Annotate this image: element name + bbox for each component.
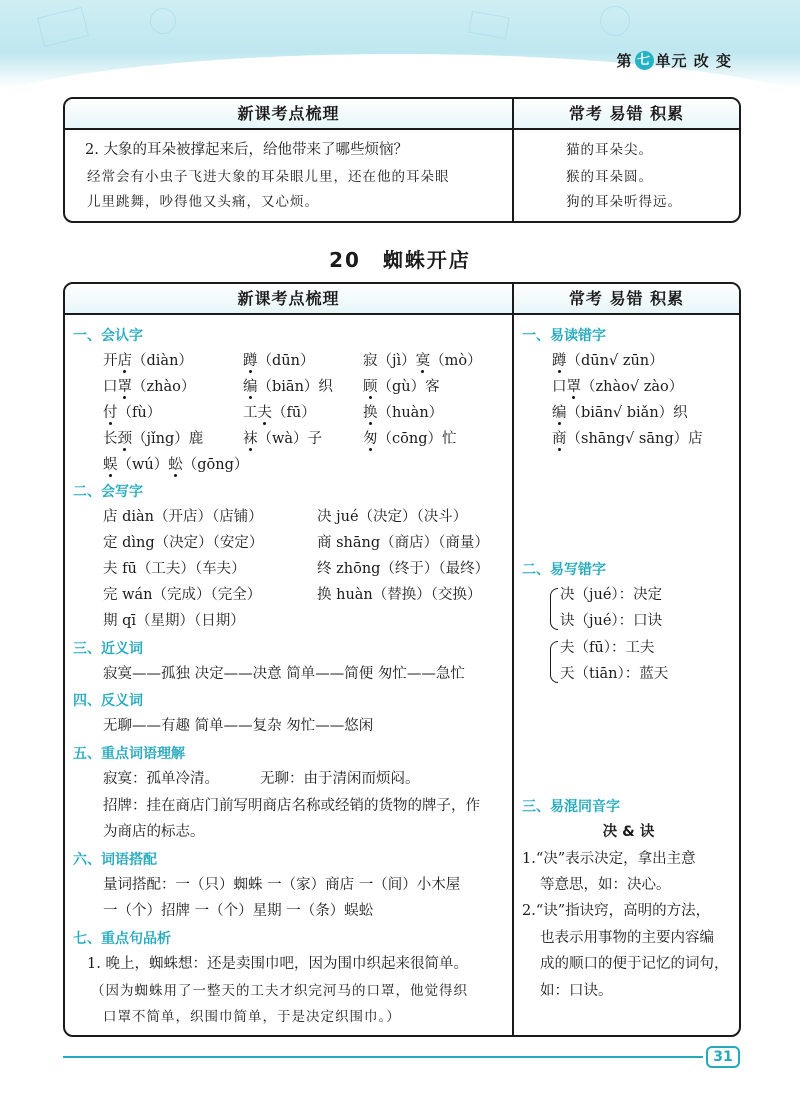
write-char-item: 期 qī（星期）（日期） [103,613,245,629]
miswrite-item: 决（jué）：决定 [560,587,663,603]
page-number: 31 [706,1046,740,1068]
definition-line: 无聊：由于清闲而烦闷。 [260,771,420,787]
left-column [65,130,514,221]
sentence-line: 1. 晚上，蜘蛛想：还是卖围巾吧，因为围巾织起来很简单。 [87,956,468,972]
antonym-line: 无聊——有趣 简单——复杂 匆忙——悠闲 [103,718,374,734]
unit-prefix: 第 [616,52,633,70]
left-column [65,315,514,1035]
definition-line: 寂寞：孤单冷清。 [103,771,219,787]
analysis-line: （因为蜘蛛用了一整天的工夫才织完河马的口罩，他觉得织 [91,983,468,999]
char-item: 顾（gù）客 [363,379,440,395]
section-title: 三、近义词 [73,641,143,657]
write-char-item: 终 zhōng（终于）（最终） [317,561,490,577]
header-left: 新课考点梳理 [65,284,514,313]
char-item: 匆（cōng）忙 [363,431,457,447]
section-title: 六、词语搭配 [73,852,157,868]
misread-item: 编（biān√ biǎn）织 [552,405,688,421]
homophone-subtitle: 决 & 诀 [602,824,655,840]
decor-shape [468,11,509,39]
right-column [516,130,739,221]
char-item: 付（fù） [103,405,162,421]
decor-shape [600,6,630,36]
miswrite-item: 夫（fū）：工夫 [560,640,655,656]
char-item: 口罩（zhào） [103,379,196,395]
write-char-item: 换 huàn（替换）（交换） [317,587,482,603]
write-char-item: 商 shāng（商店）（商量） [317,535,489,551]
section-title: 五、重点词语理解 [73,746,185,762]
decor-shape [150,8,176,34]
lesson-number: 20 [329,248,361,272]
char-item: 长颈（jǐng）鹿 [103,431,204,447]
note-line: 猫的耳朵尖。 [566,142,653,158]
question-line: 2. 大象的耳朵被撑起来后，给他带来了哪些烦恼？ [85,142,408,158]
homophone-line: 2.“诀”指诀窍，高明的方法， [522,903,711,919]
write-char-item: 定 dìng（决定）（安定） [103,535,264,551]
brace [550,588,558,630]
write-char-item: 夫 fū（工夫）（车夫） [103,561,246,577]
unit-title: 单元 改 变 [655,52,732,70]
section-title: 四、反义词 [73,693,143,709]
unit-number-badge: 七 [635,51,654,70]
homophone-line: 成的顺口的便于记忆的词句， [540,956,729,972]
box-header [65,99,739,130]
char-item: 工夫（fū） [243,405,316,421]
char-item: 换（huàn） [363,405,444,421]
char-item: 开店（diàn） [103,353,193,369]
char-item: 蹲（dūn） [243,353,315,369]
miswrite-item: 天（tiān）：蓝天 [560,666,669,682]
homophone-line: 1.“决”表示决定，拿出主意 [522,851,696,867]
section-title: 七、重点句品析 [73,931,171,947]
right-column [516,315,739,1035]
decor-shape [37,7,89,47]
collocation-line: 一（个）招牌 一（个）星期 一（条）蜈蚣 [103,903,374,919]
write-char-item: 完 wán（完成）（完全） [103,587,262,603]
analysis-line: 口罩不简单，织围巾简单，于是决定织围巾。） [103,1009,401,1025]
misread-item: 商（shāng√ sāng）店 [552,431,703,447]
write-char-item: 决 jué（决定）（决斗） [317,509,468,525]
char-item: 编（biān）织 [243,379,333,395]
header-right: 常考 易错 积累 [568,289,685,308]
review-box-main [63,282,741,1037]
char-item: 寂（jì）寞（mò） [363,353,482,369]
lesson-name: 蜘蛛开店 [382,248,471,272]
section-title: 一、易读错字 [522,328,606,344]
box-header [65,284,739,315]
homophone-line: 等意思，如：决心。 [540,877,671,893]
note-line: 狗的耳朵听得远。 [566,194,682,210]
section-title: 二、易写错字 [522,562,606,578]
synonym-line: 寂寞——孤独 决定——决意 简单——简便 匆忙——急忙 [103,666,465,682]
unit-label [617,50,732,71]
homophone-line: 如：口诀。 [540,983,613,999]
collocation-line: 量词搭配：一（只）蜘蛛 一（家）商店 一（间）小木屋 [103,877,461,893]
homophone-line: 也表示用事物的主要内容编 [540,930,714,946]
lesson-title [0,244,800,273]
misread-item: 蹲（dūn√ zūn） [552,353,664,369]
section-title: 三、易混同音字 [522,799,620,815]
write-char-item: 店 diàn（开店）（店铺） [103,509,263,525]
definition-line: 为商店的标志。 [103,824,205,840]
review-box-top [63,97,741,223]
answer-line: 儿里跳舞，吵得他又头痛，又心烦。 [87,194,319,210]
char-item: 蜈（wú）蚣（gōng） [103,457,249,473]
header-right: 常考 易错 积累 [568,104,685,123]
section-title: 一、会认字 [73,328,143,344]
miswrite-item: 诀（jué）：口诀 [560,613,663,629]
definition-line: 招牌：挂在商店门前写明商店名称或经销的货物的牌子，作 [103,798,480,814]
page-footer-line [63,1056,703,1058]
header-left: 新课考点梳理 [65,99,514,128]
answer-line: 经常会有小虫子飞进大象的耳朵眼儿里，还在他的耳朵眼 [87,169,450,185]
char-item: 袜（wà）子 [243,431,323,447]
note-line: 猴的耳朵圆。 [566,169,653,185]
misread-item: 口罩（zhào√ zào） [552,379,684,395]
page-header-band [0,0,800,88]
brace [550,641,558,683]
section-title: 二、会写字 [73,484,143,500]
